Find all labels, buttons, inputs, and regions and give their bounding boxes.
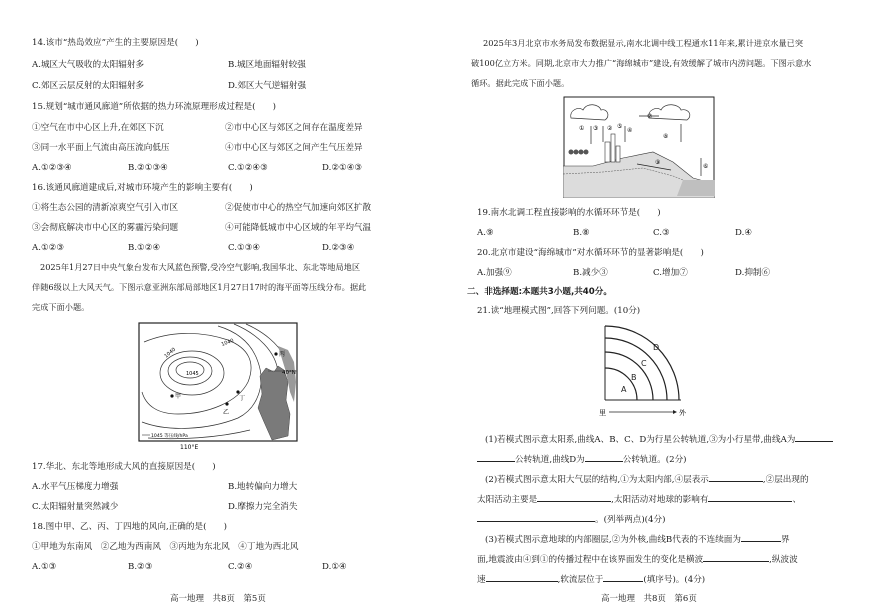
q21-p1-blank-a[interactable] <box>795 432 833 442</box>
q21-p2-text-d: ,太阳活动对地球的影响有 <box>611 495 709 505</box>
q15-statement-4: ④市中心区与郊区之间产生气压差异 <box>225 143 363 153</box>
q15-statement-1: ①空气在市中心区上升,在郊区下沉 <box>32 123 164 133</box>
q21-p3-text-d: ,纵波波 <box>769 555 798 565</box>
q21-p2-text-a: (2)若模式图示意太阳大气层的结构,①为太阳内部,④层表示 <box>485 475 709 485</box>
q21-p2-text-c: 太阳活动主要是 <box>477 495 538 505</box>
q15-statement-2: ②市中心区与郊区之间存在温度差异 <box>225 123 363 133</box>
q16-statement-4: ④可能降低城市中心区域的年平均气温 <box>225 223 372 233</box>
q21-part1-line1 <box>485 432 833 446</box>
cycle-label-1: ① <box>579 125 585 132</box>
q21-p2-blank-a[interactable] <box>709 472 763 482</box>
q15-option-b[interactable]: B.②①③④ <box>128 163 168 173</box>
label-jia: 甲 <box>175 393 182 400</box>
q18-option-a[interactable]: A.①③ <box>32 562 57 572</box>
q15-option-d[interactable]: D.②①④③ <box>322 163 363 173</box>
q20-option-c[interactable]: C.增加⑦ <box>653 268 688 278</box>
label-inner: 里 <box>599 409 606 417</box>
q21-p2-blank-c[interactable] <box>708 492 792 502</box>
q14-stem: 14.该市“热岛效应”产生的主要原因是( ) <box>32 38 199 48</box>
q15-option-c[interactable]: C.①②④③ <box>228 163 268 173</box>
q17-stem: 17.华北、东北等地形成大风的直接原因是( ) <box>32 462 216 472</box>
q21-part3-line1 <box>485 532 790 546</box>
cycle-label-3: ③ <box>593 125 599 132</box>
cycle-label-8: ⑧ <box>663 133 669 140</box>
point-yi <box>225 402 228 405</box>
longitude-label: 110°E <box>180 444 199 451</box>
q18-option-c[interactable]: C.②④ <box>228 562 253 572</box>
cycle-label-9: ⑨ <box>655 159 661 166</box>
right-footer: 高一地理 共8页 第6页 <box>601 594 697 604</box>
intro-line-2: 伴随6级以上大风天气。下图示意亚洲东部局部地区1月27日17时的海平面等压线分布。据此 <box>32 282 367 292</box>
q21-p1-text-a: (1)若模式图示意太阳系,曲线A、B、C、D为行星公转轨道,③为小行星带,曲线A为 <box>485 435 796 445</box>
q20-option-b[interactable]: B.减少③ <box>573 268 608 278</box>
latitude-label: 40°N <box>282 370 296 376</box>
cycle-label-2: ② <box>607 125 613 132</box>
q21-part2-line1 <box>485 472 809 486</box>
q19-option-a[interactable]: A.⑨ <box>477 228 494 238</box>
label-bing: 丙 <box>279 351 286 358</box>
map-legend: 1045 等压线/hPa <box>151 434 188 439</box>
sea <box>677 180 715 196</box>
q21-part3-line3 <box>477 572 705 586</box>
q21-p1-text-b: 公转轨道,曲线D为 <box>515 455 585 465</box>
q21-p3-blank-c[interactable] <box>486 572 558 582</box>
point-ding <box>236 390 239 393</box>
label-outer: 外 <box>679 409 686 417</box>
curve-a-label: A <box>621 385 627 394</box>
q21-p2-text-e: 、 <box>792 495 802 505</box>
q19-option-c[interactable]: C.③ <box>653 228 670 238</box>
curve-d-label: D <box>653 343 660 352</box>
isobar-map <box>138 322 298 452</box>
q20-option-d[interactable]: D.抑制⑥ <box>735 268 771 278</box>
right-page <box>435 0 870 615</box>
q16-option-a[interactable]: A.①②③ <box>32 243 65 253</box>
q18-option-b[interactable]: B.②③ <box>128 562 153 572</box>
q21-p3-blank-d[interactable] <box>603 572 643 582</box>
cycle-label-4: ④ <box>627 127 633 134</box>
q16-statement-3: ③会彻底解决市中心区的雾霾污染问题 <box>32 223 179 233</box>
q21-p2-text-f: 。(列举两点)(4分) <box>595 515 666 525</box>
q17-option-a[interactable]: A.水平气压梯度力增强 <box>32 482 119 492</box>
cycle-label-6: ⑥ <box>703 163 709 170</box>
section-2-heading: 二、非选择题:本题共3小题,共40分。 <box>467 287 612 297</box>
q21-p1-blank-b[interactable] <box>585 452 623 462</box>
water-cycle-diagram <box>563 96 715 198</box>
q14-option-c[interactable]: C.郊区云层反射的太阳辐射多 <box>32 81 145 91</box>
building-1 <box>605 142 610 162</box>
isobar-label-2: 1040 <box>220 337 235 348</box>
intro-line-3: 完成下面小题。 <box>32 302 90 312</box>
right-intro-line-1: 2025年3月北京市水务局发布数据显示,南水北调中线工程通水11年来,累计进京水量已突 <box>483 38 804 48</box>
q20-option-a[interactable]: A.加强⑨ <box>477 268 512 278</box>
q17-option-c[interactable]: C.太阳辐射量突然减少 <box>32 502 119 512</box>
curve-b-label: B <box>631 373 637 382</box>
q21-p3-text-c: 面,地震波由④到①的传播过程中在该界面发生的变化是横波 <box>477 555 704 565</box>
cycle-label-5: ⑤ <box>617 123 623 130</box>
q21-part2-line2 <box>477 492 801 506</box>
q21-part3-line2 <box>477 552 798 566</box>
q21-p3-text-f: ,软流层位于 <box>557 575 604 585</box>
q16-stem: 16.该通风廊道建成后,对城市环境产生的影响主要有( ) <box>32 183 253 193</box>
q21-stem: 21.读“地理模式图”,回答下列问题。(10分) <box>477 306 641 316</box>
q14-option-b[interactable]: B.城区地面辐射较强 <box>228 60 306 70</box>
label-ding: 丁 <box>239 395 246 402</box>
q21-p2-text-b: ,②层出现的 <box>762 475 809 485</box>
point-jia <box>170 394 173 397</box>
q21-part2-line3 <box>477 512 665 526</box>
q16-option-d[interactable]: D.②③④ <box>322 243 355 253</box>
q19-option-d[interactable]: D.④ <box>735 228 753 238</box>
q21-p3-text-a: (3)若模式图示意地球的内部圈层,②为外核,曲线B代表的不连续面为 <box>485 535 741 545</box>
q18-option-d[interactable]: D.①④ <box>322 562 347 572</box>
q15-stem: 15.规划“城市通风廊道”所依据的热力环流原理形成过程是( ) <box>32 102 277 112</box>
geo-model-figure <box>595 322 705 418</box>
q16-option-b[interactable]: B.①②④ <box>128 243 161 253</box>
q21-p3-text-e: 速 <box>477 575 486 585</box>
building-2 <box>611 134 615 162</box>
q21-part1-line2 <box>477 452 687 466</box>
intro-line-1: 2025年1月27日中央气象台发布大风蓝色预警,受冷空气影响,我国华北、东北等地局地区 <box>40 262 361 272</box>
q18-statements: ①甲地为东南风 ②乙地为西南风 ③丙地为东北风 ④丁地为西北风 <box>32 542 299 552</box>
q21-p2-blank-b[interactable] <box>537 492 611 502</box>
model-curve-labels <box>621 343 659 394</box>
right-intro-line-2: 破100亿立方米。同期,北京市大力推广“海绵城市”建设,有效缓解了城市内涝问题。下图示意水 <box>471 58 812 68</box>
q15-statement-3: ③同一水平面上气流由高压流向低压 <box>32 143 170 153</box>
q15-option-a[interactable]: A.①②③④ <box>32 163 72 173</box>
q21-p1-blank-a-cont[interactable] <box>477 452 515 462</box>
q20-stem: 20.北京市建设“海绵城市”对水循环环节的显著影响是( ) <box>477 248 704 258</box>
q14-option-a[interactable]: A.城区大气吸收的太阳辐射多 <box>32 60 145 70</box>
q16-option-c[interactable]: C.①③④ <box>228 243 261 253</box>
q18-stem: 18.图中甲、乙、丙、丁四地的风向,正确的是( ) <box>32 522 227 532</box>
q21-p2-blank-d[interactable] <box>477 512 595 522</box>
q16-statement-2: ②促使市中心的热空气加速向郊区扩散 <box>225 203 372 213</box>
q19-stem: 19.南水北调工程直接影响的水循环环节是( ) <box>477 208 661 218</box>
right-intro-line-3: 循环。据此完成下面小题。 <box>471 78 570 88</box>
building-3 <box>616 146 620 162</box>
left-footer: 高一地理 共8页 第5页 <box>170 594 266 604</box>
label-yi: 乙 <box>223 409 230 416</box>
q16-statement-1: ①将生态公园的清新凉爽空气引入市区 <box>32 203 179 213</box>
q21-p1-text-c: 公转轨道。(2分) <box>622 455 687 465</box>
q19-option-b[interactable]: B.⑧ <box>573 228 590 238</box>
curve-c-label: C <box>641 359 647 368</box>
q14-option-d[interactable]: D.郊区大气逆辐射强 <box>228 81 307 91</box>
q21-p3-blank-a[interactable] <box>741 532 781 542</box>
isobar-label-3: 1045 <box>186 371 199 377</box>
isobar-label-1: 1040 <box>163 346 178 360</box>
q17-option-d[interactable]: D.摩擦力完全消失 <box>228 502 298 512</box>
cycle-label-7: ⑦ <box>647 113 653 120</box>
q21-p3-blank-b[interactable] <box>703 552 769 562</box>
point-bing <box>274 352 277 355</box>
q17-option-b[interactable]: B.地转偏向力增大 <box>228 482 298 492</box>
q21-p3-text-g: (填序号)。(4分) <box>643 575 706 585</box>
q21-p3-text-b: 界 <box>780 535 790 545</box>
